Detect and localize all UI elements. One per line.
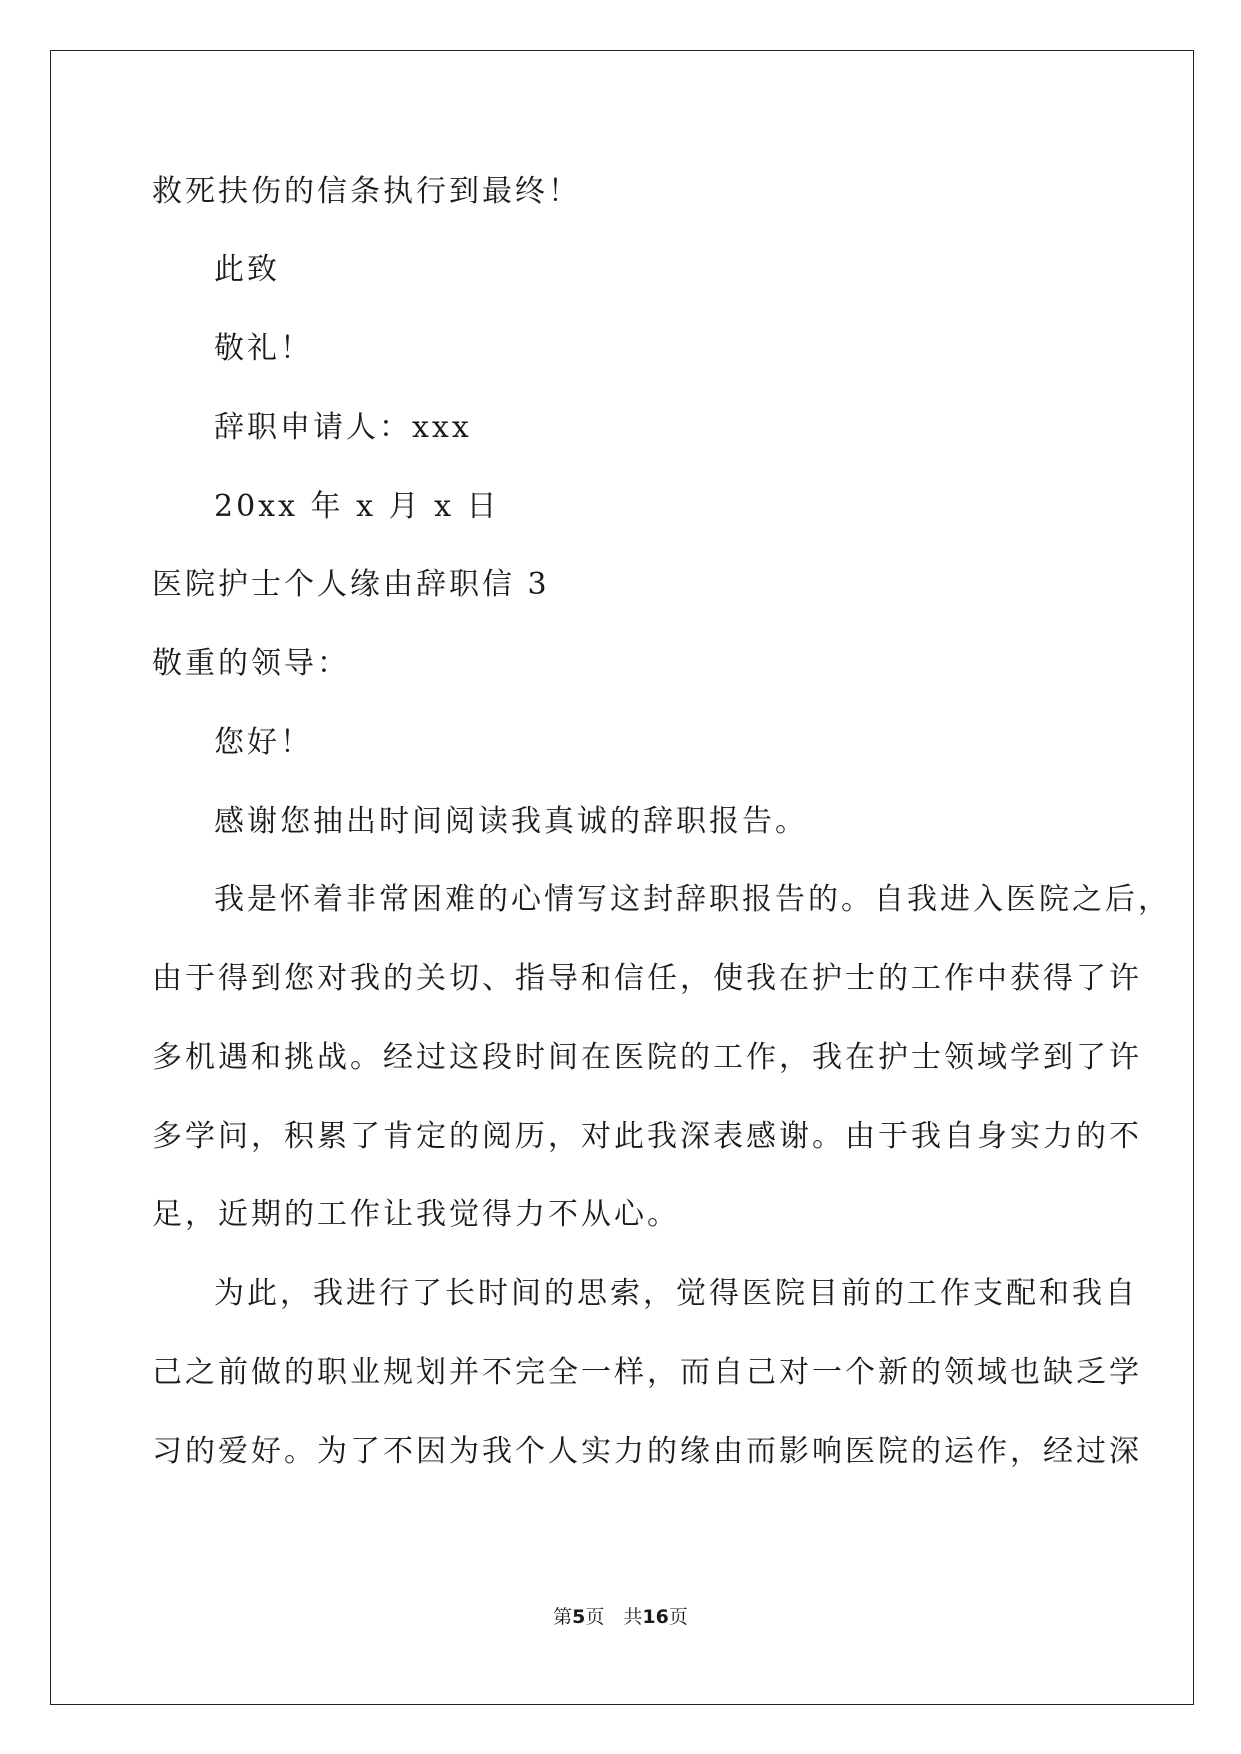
text-line: 我是怀着非常困难的心情写这封辞职报告的。自我进入医院之后， (214, 882, 1171, 917)
text-line: 多机遇和挑战。经过这段时间在医院的工作，我在护士领域学到了许 (152, 1040, 1142, 1075)
page-suffix: 页 (668, 1606, 688, 1628)
text-line: 多学问，积累了肯定的阅历，对此我深表感谢。由于我自身实力的不 (152, 1119, 1142, 1154)
section-heading: 医院护士个人缘由辞职信 3 (152, 567, 550, 602)
page-prefix: 第 (553, 1606, 573, 1628)
text-line: 20xx 年 x 月 x 日 (214, 489, 500, 524)
text-line: 足，近期的工作让我觉得力不从心。 (152, 1197, 680, 1232)
page-footer (0, 1605, 1241, 1629)
text-line: 感谢您抽出时间阅读我真诚的辞职报告。 (214, 804, 808, 839)
text-line: 己之前做的职业规划并不完全一样，而自己对一个新的领域也缺乏学 (152, 1355, 1142, 1390)
current-page-number: 5 (572, 1606, 586, 1628)
text-line: 辞职申请人：xxx (214, 410, 472, 445)
total-page-number: 16 (642, 1606, 669, 1628)
text-line: 习的爱好。为了不因为我个人实力的缘由而影响医院的运作，经过深 (152, 1434, 1142, 1469)
text-line: 此致 (214, 252, 280, 287)
text-line: 您好！ (214, 725, 313, 760)
text-line: 救死扶伤的信条执行到最终！ (152, 174, 581, 209)
text-line: 敬重的领导： (152, 646, 350, 681)
text-line: 敬礼！ (214, 331, 313, 366)
page-mid: 页 共 (585, 1606, 643, 1628)
text-line: 为此，我进行了长时间的思索，觉得医院目前的工作支配和我自 (214, 1276, 1138, 1311)
text-line: 由于得到您对我的关切、指导和信任，使我在护士的工作中获得了许 (152, 961, 1142, 996)
